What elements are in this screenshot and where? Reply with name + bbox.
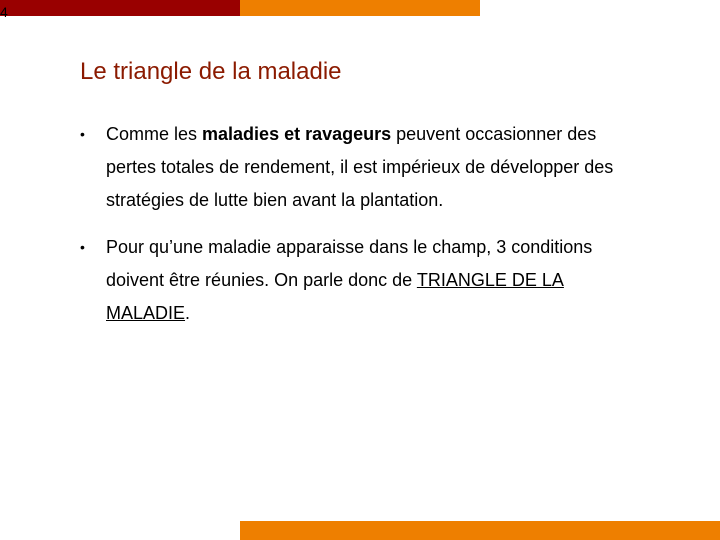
bullet-text-pre: Pour qu’une maladie apparaisse dans le champ, 3 conditions doivent être réunies. On parle donc de xyxy=(106,237,593,290)
bullet-dot-icon: • xyxy=(80,126,85,142)
bullet-text-post: . xyxy=(185,303,191,323)
bullet-item xyxy=(80,118,640,217)
top-orange-bar xyxy=(240,0,480,16)
triangle-link[interactable]: TRIANGLE DE LA MALADIE xyxy=(106,270,564,323)
bullet-text-post: peuvent occasionner des pertes totales de rendement, il est impérieux de développer des stratégies de lutte bien avant la plantation. xyxy=(106,124,614,210)
slide-number: 4 xyxy=(0,4,8,20)
bullet-dot-icon: • xyxy=(80,239,85,255)
bullet-bold-text: maladies et ravageurs xyxy=(202,124,392,144)
bullet-item xyxy=(80,231,640,330)
bullet-text-pre: Comme les xyxy=(106,124,203,144)
slide-title: Le triangle de la maladie xyxy=(80,58,342,85)
bullet-list xyxy=(80,118,640,344)
top-dark-red-bar xyxy=(0,0,240,16)
bottom-orange-bar xyxy=(240,521,720,540)
